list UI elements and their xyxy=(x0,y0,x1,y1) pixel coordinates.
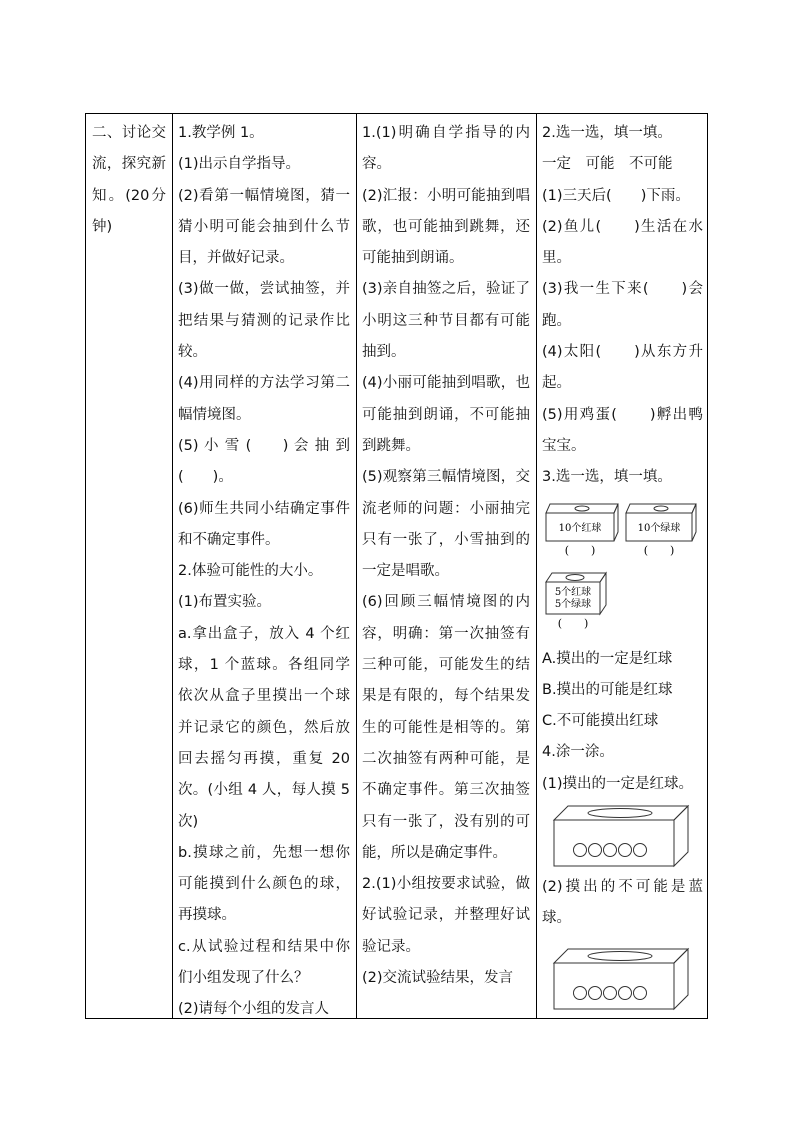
student-step: (6)回顾三幅情境图的内容，明确：第一次抽签有三种可能，可能发生的结果是有限的，每个结果发生的可能性是相等的。第二次抽签有两种可能，是不确定事件。第三次抽签只有一张了，没有别的可能，所以是确定事件。 xyxy=(362,594,530,861)
exercise-option: B.摸出的可能是红球 xyxy=(542,681,673,698)
teacher-step: 1.教学例 1。 xyxy=(178,125,264,141)
student-step: 1.(1)明确自学指导的内容。 xyxy=(362,125,530,173)
student-activity-column xyxy=(356,118,536,994)
box-icon xyxy=(546,504,618,541)
ball-boxes-figure xyxy=(542,494,703,644)
exercise-option: A.摸出的一定是红球 xyxy=(542,650,673,667)
tissue-box-figure xyxy=(542,800,703,872)
ball-circle xyxy=(634,844,647,857)
stage-label: 二、讨论交流，探究新知。(20分钟) xyxy=(92,125,166,235)
student-step: (2)汇报：小明可能抽到唱歌，也可能抽到跳舞，还可能抽到朗诵。 xyxy=(362,187,530,267)
exercise-item: (2)鱼儿( )生活在水里。 xyxy=(542,218,703,267)
ball-circle xyxy=(619,986,632,999)
box-icon xyxy=(546,573,606,614)
exercise-title: 4.涂一涂。 xyxy=(542,744,614,761)
answer-blank: ( ) xyxy=(557,616,589,630)
ball-circle xyxy=(574,986,587,999)
ball-circle xyxy=(604,986,617,999)
exercise-item: (1)摸出的一定是红球。 xyxy=(542,775,694,792)
box-icon xyxy=(626,504,696,541)
teacher-step: (3)做一做，尝试抽签，并把结果与猜测的记录作比较。 xyxy=(178,281,350,361)
exercise-title: 3.选一选，填一填。 xyxy=(542,469,672,486)
lesson-table xyxy=(85,113,708,1019)
teacher-step: c.从试验过程和结果中你们小组发现了什么？ xyxy=(178,938,350,987)
student-step: (4)小丽可能抽到唱歌，也可能抽到朗诵，不可能抽到跳舞。 xyxy=(362,375,530,454)
exercise-item: (2)摸出的不可能是蓝球。 xyxy=(542,879,703,927)
teacher-step: (1)布置实验。 xyxy=(178,594,272,611)
exercise-title: 2.选一选，填一填。 xyxy=(542,125,672,141)
exercise-item: (4)太阳( )从东方升起。 xyxy=(542,344,703,392)
box-label: 5个红球 xyxy=(554,586,592,598)
student-step: (2)交流试验结果，发言 xyxy=(362,970,514,987)
teacher-step: (4)用同样的方法学习第二幅情境图。 xyxy=(178,375,350,423)
exercise-item: (5)用鸡蛋( )孵出鸭宝宝。 xyxy=(542,406,703,454)
teacher-step: (5) 小 雪 ( ) 会 抽 到 ( )。 xyxy=(178,437,350,486)
box-label: 10个红球 xyxy=(558,522,602,534)
student-step: 2.(1)小组按要求试验，做好试验记录，并整理好试验记录。 xyxy=(362,876,530,955)
exercise-item: (1)三天后( )下雨。 xyxy=(542,187,690,204)
answer-blank: ( ) xyxy=(643,543,675,557)
exercise-column xyxy=(536,118,709,1015)
teacher-step: b.摸球之前，先想一想你可能摸到什么颜色的球，再摸球。 xyxy=(178,844,350,924)
box-label: 10个绿球 xyxy=(637,522,681,534)
teacher-step: (1)出示自学指导。 xyxy=(178,156,301,173)
word-bank: 一定 可能 不可能 xyxy=(542,156,673,173)
teacher-step: a.拿出盒子，放入 4 个红球，1 个蓝球。各组同学依次从盒子里摸出一个球并记录它的颜色，然后放回去摇匀再摸，重复 20 次。(小组 4 人，每人摸 5 次) xyxy=(178,625,350,830)
teacher-step: (2)请每个小组的发言人 xyxy=(178,1001,330,1018)
ball-circle xyxy=(604,844,617,857)
answer-blank: ( ) xyxy=(564,543,596,557)
teacher-step: 2.体验可能性的大小。 xyxy=(178,563,323,580)
teacher-step: (2)看第一幅情境图，猜一猜小明可能会抽到什么节目，并做好记录。 xyxy=(178,187,350,267)
box-label: 5个绿球 xyxy=(554,598,592,610)
stage-column xyxy=(86,118,172,243)
teacher-step: (6)师生共同小结确定事件和不确定事件。 xyxy=(178,500,350,548)
exercise-item: (3)我一生下来( )会跑。 xyxy=(542,281,703,329)
exercise-option: C.不可能摸出红球 xyxy=(542,713,659,730)
ball-circle xyxy=(619,844,632,857)
ball-circle xyxy=(574,844,587,857)
student-step: (3)亲自抽签之后，验证了小明这三种节目都有可能抽到。 xyxy=(362,281,530,361)
student-step: (5)观察第三幅情境图，交流老师的问题：小丽抽完只有一张了，小雪抽到的一定是唱歌。 xyxy=(362,469,530,580)
tissue-box-figure xyxy=(542,943,703,1015)
ball-circle xyxy=(589,844,602,857)
ball-circle xyxy=(589,986,602,999)
teacher-activity-column xyxy=(172,118,356,1026)
ball-circle xyxy=(634,986,647,999)
